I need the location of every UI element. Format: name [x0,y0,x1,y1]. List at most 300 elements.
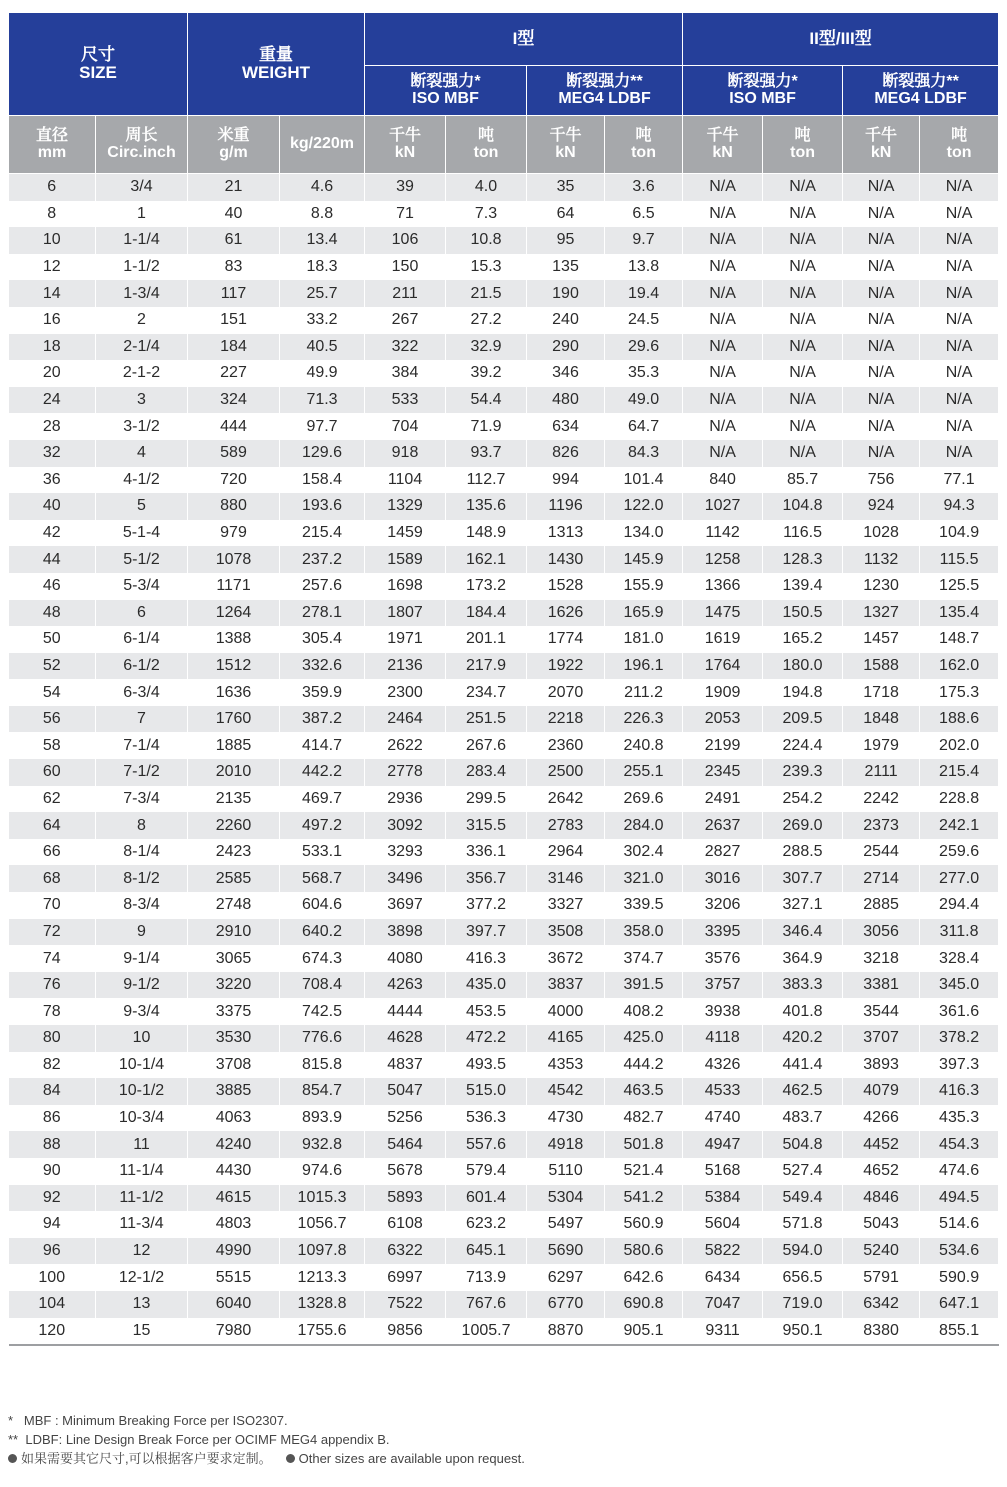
table-cell: 645.1 [446,1238,527,1265]
table-cell: 2544 [843,839,920,866]
table-cell: N/A [920,280,999,307]
table-cell: 7.3 [446,201,527,228]
table-cell: 227 [188,360,280,387]
table-cell: 1588 [843,653,920,680]
table-cell: 594.0 [763,1238,843,1265]
table-cell: 580.6 [605,1238,683,1265]
table-cell: 35 [527,174,605,201]
table-cell: N/A [683,440,763,467]
table-cell: 78 [9,998,96,1025]
table-cell: 1698 [365,573,446,600]
table-cell: 8-1/2 [96,865,188,892]
table-cell: 7-1/4 [96,732,188,759]
table-cell: N/A [843,201,920,228]
table-cell: 4079 [843,1078,920,1105]
footnote-other-sizes: 如果需要其它尺寸,可以根据客户要求定制。 Other sizes are available upon request. [8,1449,998,1468]
table-cell: N/A [763,254,843,281]
table-cell: 120 [9,1318,96,1346]
table-row [9,1291,999,1318]
table-cell: 94.3 [920,493,999,520]
table-cell: 64 [9,812,96,839]
size-header: 尺寸 SIZE [9,13,188,116]
table-cell: N/A [683,307,763,334]
table-cell: 95 [527,227,605,254]
table-cell: 3885 [188,1078,280,1105]
table-cell: N/A [763,227,843,254]
table-cell: 173.2 [446,573,527,600]
table-cell: 278.1 [280,600,365,627]
table-cell: 634 [527,413,605,440]
table-cell: 4846 [843,1185,920,1212]
table-cell: 3016 [683,865,763,892]
kn-header: 千牛 kN [365,116,446,174]
table-cell: 5690 [527,1238,605,1265]
table-cell: 1078 [188,546,280,573]
table-cell: 1328.8 [280,1291,365,1318]
table-cell: 358.0 [605,919,683,946]
table-cell: N/A [683,174,763,201]
table-cell: 4326 [683,1052,763,1079]
table-cell: 56 [9,706,96,733]
table-cell: 3672 [527,945,605,972]
table-cell: 1327 [843,600,920,627]
table-cell: 3065 [188,945,280,972]
table-cell: N/A [843,334,920,361]
table-row [9,1238,999,1265]
table-cell: 5256 [365,1105,446,1132]
table-cell: 704 [365,413,446,440]
kn-header: 千牛 kN [683,116,763,174]
table-cell: 339.5 [605,892,683,919]
table-cell: 1909 [683,679,763,706]
bullet-icon [8,1454,17,1463]
table-cell: 361.6 [920,998,999,1025]
table-cell: 1230 [843,573,920,600]
ton-header: 吨 ton [446,116,527,174]
table-cell: 239.3 [763,759,843,786]
table-cell: 1171 [188,573,280,600]
table-cell: 92 [9,1185,96,1212]
table-row [9,520,999,547]
table-cell: 2748 [188,892,280,919]
table-cell: N/A [763,307,843,334]
table-cell: 72 [9,919,96,946]
table-cell: 4740 [683,1105,763,1132]
table-cell: 497.2 [280,812,365,839]
table-cell: 924 [843,493,920,520]
table-row [9,254,999,281]
table-cell: 71.9 [446,413,527,440]
table-cell: 217.9 [446,653,527,680]
table-cell: 1971 [365,626,446,653]
table-cell: 32.9 [446,334,527,361]
table-cell: 2053 [683,706,763,733]
table-cell: N/A [683,227,763,254]
table-cell: 674.3 [280,945,365,972]
table-cell: 66 [9,839,96,866]
table-cell: 541.2 [605,1185,683,1212]
gram-per-meter-header: 米重 g/m [188,116,280,174]
table-row [9,706,999,733]
table-cell: 2622 [365,732,446,759]
table-cell: 327.1 [763,892,843,919]
table-cell: 6-1/4 [96,626,188,653]
table-cell: 288.5 [763,839,843,866]
table-cell: 8-3/4 [96,892,188,919]
table-cell: 387.2 [280,706,365,733]
table-cell: 1430 [527,546,605,573]
footnote-ldbf: ** LDBF: Line Design Break Force per OCIMF MEG4 appendix B. [8,1432,390,1447]
table-cell: 201.1 [446,626,527,653]
table-cell: 10-1/2 [96,1078,188,1105]
table-cell: 2242 [843,786,920,813]
table-cell: 1258 [683,546,763,573]
table-row [9,440,999,467]
kn-header: 千牛 kN [527,116,605,174]
table-row [9,732,999,759]
table-cell: 324 [188,387,280,414]
table-row [9,839,999,866]
table-cell: 571.8 [763,1211,843,1238]
table-cell: 2778 [365,759,446,786]
table-cell: 2-1/4 [96,334,188,361]
table-cell: 6.5 [605,201,683,228]
table-cell: 135.6 [446,493,527,520]
table-cell: 642.6 [605,1264,683,1291]
table-cell: 640.2 [280,919,365,946]
table-cell: 5791 [843,1264,920,1291]
table-cell: 4947 [683,1131,763,1158]
table-cell: 483.7 [763,1105,843,1132]
table-cell: 2360 [527,732,605,759]
table-row [9,626,999,653]
diameter-header: 直径 mm [9,116,96,174]
table-cell: 332.6 [280,653,365,680]
type1-header: I型 [365,13,683,66]
table-cell: 1979 [843,732,920,759]
table-row [9,1185,999,1212]
table-cell: 184.4 [446,600,527,627]
table-cell: 8870 [527,1318,605,1346]
table-cell: N/A [763,334,843,361]
table-cell: 444 [188,413,280,440]
table-row [9,919,999,946]
table-cell: 623.2 [446,1211,527,1238]
table-cell: 1760 [188,706,280,733]
table-cell: 4803 [188,1211,280,1238]
table-cell: 68 [9,865,96,892]
table-cell: 384 [365,360,446,387]
table-cell: 719.0 [763,1291,843,1318]
table-cell: 4452 [843,1131,920,1158]
table-cell: 521.4 [605,1158,683,1185]
table-cell: 493.5 [446,1052,527,1079]
table-cell: 1512 [188,653,280,680]
table-cell: 3707 [843,1025,920,1052]
table-cell: 442.2 [280,759,365,786]
table-cell: 19.4 [605,280,683,307]
table-cell: 1885 [188,732,280,759]
table-cell: 7047 [683,1291,763,1318]
table-cell: 2-1-2 [96,360,188,387]
spec-table-wrapper [8,12,998,1346]
table-cell: 267 [365,307,446,334]
table-cell: 1475 [683,600,763,627]
table-cell: 162.1 [446,546,527,573]
rope-spec-table [8,12,999,1346]
table-cell: N/A [920,360,999,387]
table-cell: 134.0 [605,520,683,547]
table-cell: 504.8 [763,1131,843,1158]
table-cell: 4263 [365,972,446,999]
table-cell: 560.9 [605,1211,683,1238]
table-cell: 93.7 [446,440,527,467]
table-cell: 416.3 [446,945,527,972]
table-cell: 116.5 [763,520,843,547]
table-cell: 71.3 [280,387,365,414]
table-cell: 713.9 [446,1264,527,1291]
table-cell: 2423 [188,839,280,866]
table-cell: N/A [683,201,763,228]
table-cell: 96 [9,1238,96,1265]
table-cell: 299.5 [446,786,527,813]
table-cell: 601.4 [446,1185,527,1212]
table-cell: 2714 [843,865,920,892]
table-cell: 656.5 [763,1264,843,1291]
table-cell: 12-1/2 [96,1264,188,1291]
table-cell: 534.6 [920,1238,999,1265]
table-cell: 196.1 [605,653,683,680]
table-cell: 71 [365,201,446,228]
table-cell: 85.7 [763,467,843,494]
table-cell: 9856 [365,1318,446,1346]
table-cell: 11 [96,1131,188,1158]
table-cell: 855.1 [920,1318,999,1346]
table-cell: 5-1-4 [96,520,188,547]
table-cell: 226.3 [605,706,683,733]
table-cell: 4990 [188,1238,280,1265]
table-cell: 1196 [527,493,605,520]
table-cell: 2345 [683,759,763,786]
table-row [9,1078,999,1105]
table-cell: 3898 [365,919,446,946]
table-cell: 104.9 [920,520,999,547]
table-cell: 175.3 [920,679,999,706]
table-cell: 408.2 [605,998,683,1025]
table-row [9,892,999,919]
table-cell: 4063 [188,1105,280,1132]
table-cell: 5515 [188,1264,280,1291]
table-cell: N/A [920,174,999,201]
table-cell: 251.5 [446,706,527,733]
table-cell: 3837 [527,972,605,999]
table-cell: 240.8 [605,732,683,759]
ton-header: 吨 ton [920,116,999,174]
table-cell: 3206 [683,892,763,919]
table-cell: 374.7 [605,945,683,972]
table-cell: 12 [96,1238,188,1265]
type23-mbf-header: 断裂强力* ISO MBF [683,66,843,116]
table-cell: 148.7 [920,626,999,653]
table-cell: 6770 [527,1291,605,1318]
table-cell: N/A [843,413,920,440]
table-cell: 39 [365,174,446,201]
table-cell: 106 [365,227,446,254]
table-cell: N/A [843,254,920,281]
table-cell: 50 [9,626,96,653]
ton-header: 吨 ton [605,116,683,174]
type23-header: II型/III型 [683,13,999,66]
table-cell: 3092 [365,812,446,839]
table-cell: 1 [96,201,188,228]
table-cell: 240 [527,307,605,334]
table-cell: N/A [683,334,763,361]
table-cell: 254.2 [763,786,843,813]
table-cell: 40 [9,493,96,520]
table-cell: 40.5 [280,334,365,361]
table-cell: 8 [96,812,188,839]
table-cell: 4430 [188,1158,280,1185]
table-cell: 162.0 [920,653,999,680]
table-row [9,1211,999,1238]
table-cell: N/A [920,440,999,467]
table-cell: 3 [96,387,188,414]
table-cell: 1056.7 [280,1211,365,1238]
table-row [9,998,999,1025]
table-cell: N/A [843,227,920,254]
table-cell: 4266 [843,1105,920,1132]
table-cell: 435.0 [446,972,527,999]
table-cell: 416.3 [920,1078,999,1105]
table-cell: 181.0 [605,626,683,653]
table-cell: 64.7 [605,413,683,440]
table-cell: 359.9 [280,679,365,706]
table-cell: 5240 [843,1238,920,1265]
table-cell: 1636 [188,679,280,706]
table-cell: 854.7 [280,1078,365,1105]
table-cell: 579.4 [446,1158,527,1185]
spec-table-body [9,174,999,1346]
weight-header: 重量 WEIGHT [188,13,365,116]
table-cell: 267.6 [446,732,527,759]
table-cell: 16 [9,307,96,334]
table-cell: 345.0 [920,972,999,999]
table-cell: 7 [96,706,188,733]
table-cell: 3508 [527,919,605,946]
table-cell: 237.2 [280,546,365,573]
table-cell: 18 [9,334,96,361]
table-row [9,945,999,972]
table-cell: 5043 [843,1211,920,1238]
table-cell: 70 [9,892,96,919]
table-cell: 815.8 [280,1052,365,1079]
table-cell: 5110 [527,1158,605,1185]
table-row [9,1025,999,1052]
table-cell: 10.8 [446,227,527,254]
table-cell: 2136 [365,653,446,680]
table-cell: 1028 [843,520,920,547]
table-cell: 302.4 [605,839,683,866]
table-cell: N/A [843,387,920,414]
table-cell: 101.4 [605,467,683,494]
table-cell: 918 [365,440,446,467]
table-cell: 322 [365,334,446,361]
table-cell: 708.4 [280,972,365,999]
table-row [9,679,999,706]
table-cell: 3375 [188,998,280,1025]
table-cell: 257.6 [280,573,365,600]
table-cell: 720 [188,467,280,494]
table-cell: 12 [9,254,96,281]
table-cell: 1132 [843,546,920,573]
table-cell: 1457 [843,626,920,653]
table-cell: 397.7 [446,919,527,946]
table-row [9,600,999,627]
table-cell: 3893 [843,1052,920,1079]
table-row [9,812,999,839]
table-cell: 5047 [365,1078,446,1105]
table-cell: 1-1/2 [96,254,188,281]
table-cell: 100 [9,1264,96,1291]
table-cell: 294.4 [920,892,999,919]
table-cell: 4240 [188,1131,280,1158]
table-cell: 151 [188,307,280,334]
table-cell: 346.4 [763,919,843,946]
table-cell: N/A [683,360,763,387]
table-cell: 420.2 [763,1025,843,1052]
table-cell: 5893 [365,1185,446,1212]
table-cell: 33.2 [280,307,365,334]
table-cell: 74 [9,945,96,972]
table-cell: 6434 [683,1264,763,1291]
table-cell: N/A [763,174,843,201]
table-cell: 269.6 [605,786,683,813]
table-row [9,280,999,307]
table-cell: 52 [9,653,96,680]
table-cell: 6-3/4 [96,679,188,706]
table-cell: 5678 [365,1158,446,1185]
table-cell: 117 [188,280,280,307]
table-cell: 2585 [188,865,280,892]
table-cell: 1027 [683,493,763,520]
table-cell: 150 [365,254,446,281]
table-cell: 283.4 [446,759,527,786]
table-cell: 2885 [843,892,920,919]
table-cell: 5384 [683,1185,763,1212]
table-cell: 321.0 [605,865,683,892]
table-cell: 1015.3 [280,1185,365,1212]
table-cell: N/A [763,201,843,228]
table-cell: 4118 [683,1025,763,1052]
table-cell: 135 [527,254,605,281]
table-cell: N/A [683,413,763,440]
footnotes [8,1411,998,1468]
table-cell: N/A [920,227,999,254]
table-cell: 84 [9,1078,96,1105]
footnote-mbf: * MBF : Minimum Breaking Force per ISO2307. [8,1413,288,1428]
table-cell: 472.2 [446,1025,527,1052]
table-cell: 4628 [365,1025,446,1052]
table-cell: 190 [527,280,605,307]
table-cell: 44 [9,546,96,573]
table-cell: 994 [527,467,605,494]
table-cell: 3938 [683,998,763,1025]
table-cell: N/A [920,201,999,228]
table-cell: 211 [365,280,446,307]
table-row [9,1264,999,1291]
table-cell: 13.8 [605,254,683,281]
table-cell: 826 [527,440,605,467]
